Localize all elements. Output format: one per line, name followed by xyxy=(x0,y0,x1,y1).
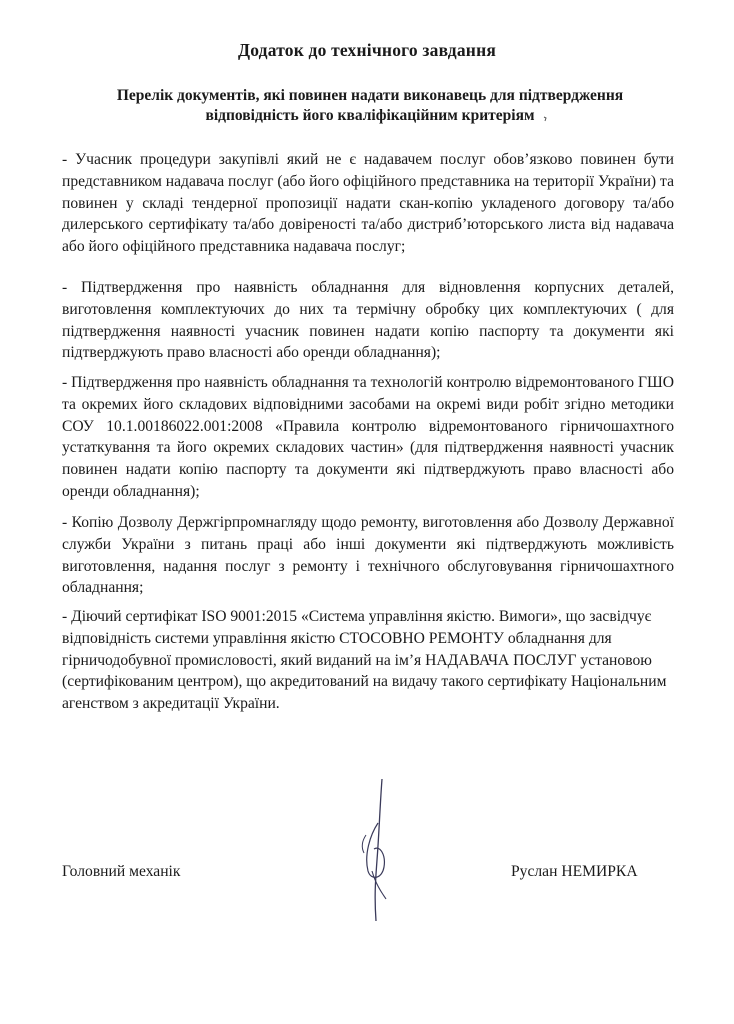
document-subtitle: Перелік документів, які повинен надати виконавець для підтвердження відповідність його кваліфікаційним критеріям xyxy=(116,87,624,124)
handwritten-signature-icon xyxy=(352,775,400,925)
document-title: Додаток до технічного завдання xyxy=(237,40,497,60)
signatory-position: Головний механік xyxy=(62,863,181,880)
requirement-paragraph-4: - Копію Дозволу Держгірпромнагляду щодо ремонту, виготовлення або Дозволу Державної служби України з питань праці або інші документи які підтверджують можливість виготовлення, надання послуг з ремонту і технічного обслуговування гірничошахтного обладнання; xyxy=(62,514,674,597)
requirement-paragraph-1: - Учасник процедури закупівлі який не є надавачем послуг обов’язково повинен бути представником надавача послуг (або його офіційного представника на території України) та повинен у складі тендерної пропозиції надати скан-копію укладеного договору та/або дилерського сертифікату та/або довіреності та/або дистриб’юторського листа від надавача або його офіційного представника надавача послуг; xyxy=(62,151,674,256)
scan-artifact-mark xyxy=(543,116,549,122)
requirement-paragraph-2: - Підтвердження про наявність обладнання для відновлення корпусних деталей, виготовлення комплектуючих до них та термічну обробку цих комплектуючих ( для підтвердження наявності учасник повинен надати копію паспорту та документи які підтверджують право власності або оренди обладнання); xyxy=(62,279,674,362)
signatory-name: Руслан НЕМИРКА xyxy=(511,863,638,880)
requirement-paragraph-3: - Підтвердження про наявність обладнання та технологій контролю відремонтованого ГШО та окремих його складових відповідними засобами на окремі види робіт згідно методики СОУ 10.1.00186022.001:2008 «Правила контролю відремонтованого гірничошахтного устаткування та його окремих складових частин» (для підтвердження наявності учасник повинен надати копію паспорту та документи які підтверджують право власності або оренди обладнання); xyxy=(62,374,674,500)
requirement-paragraph-5: - Діючий сертифікат ISO 9001:2015 «Система управління якістю. Вимоги», що засвідчує відповідність системи управління якістю СТОСОВНО РЕМОНТУ обладнання для гірничодобувної промисловості, який виданий на ім’я НАДАВАЧА ПОСЛУГ установою (сертифікованим центром), що акредитований на видачу такого сертифікату Національним агенством з акредитації України. xyxy=(62,608,667,713)
